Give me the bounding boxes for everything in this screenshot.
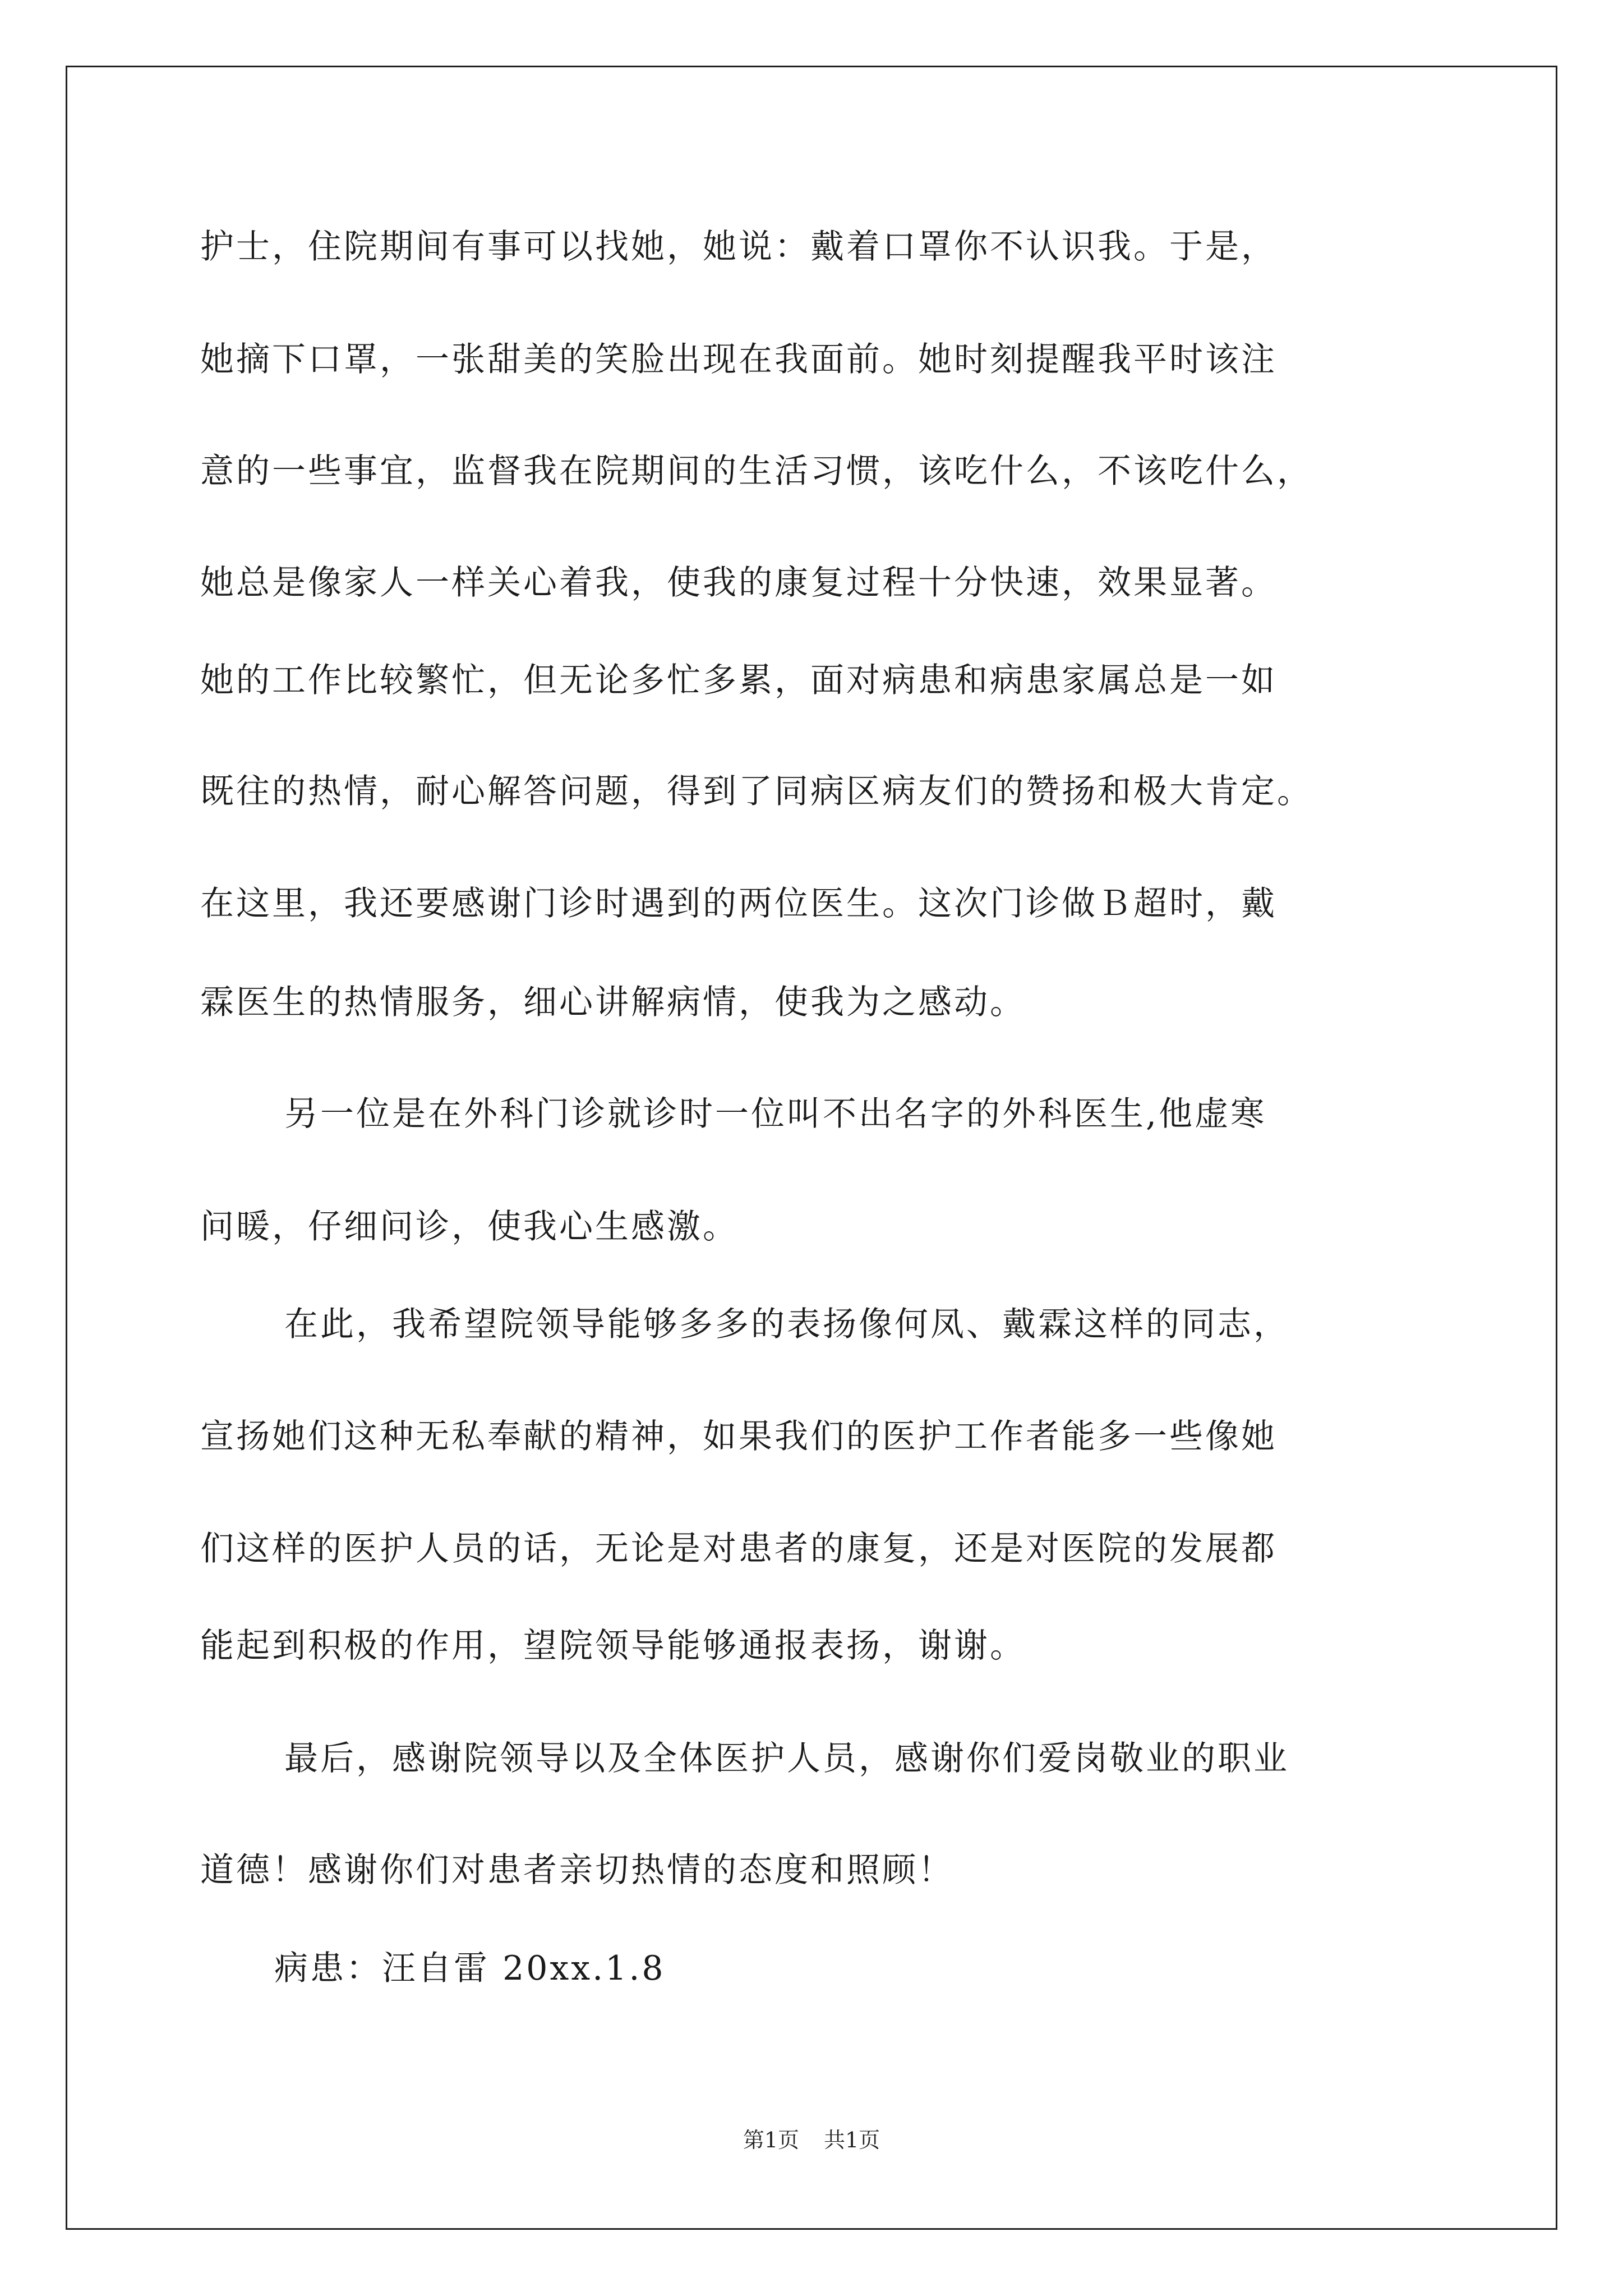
body-line: 她总是像家人一样关心着我，使我的康复过程十分快速，效果显著。 (200, 563, 1277, 602)
page-number-total: 共1页 (824, 2128, 880, 2152)
body-line: 在此，我希望院领导能够多多的表扬像何凤、戴霖这样的同志， (284, 1305, 1289, 1344)
body-line: 问暖，仔细问诊，使我心生感激。 (200, 1207, 739, 1246)
page-border (66, 66, 1557, 2230)
body-line: 们这样的医护人员的话，无论是对患者的康复，还是对医院的发展都 (200, 1529, 1277, 1568)
body-line: 她的工作比较繁忙，但无论多忙多累，面对病患和病患家属总是一如 (200, 661, 1277, 700)
body-line: 另一位是在外科门诊就诊时一位叫不出名字的外科医生,他虚寒 (284, 1094, 1267, 1134)
page-number-current: 第1页 (743, 2128, 799, 2152)
body-line: 宣扬她们这种无私奉献的精神，如果我们的医护工作者能多一些像她 (200, 1417, 1277, 1456)
body-line: 护士，住院期间有事可以找她，她说：戴着口罩你不认识我。于是， (200, 227, 1277, 266)
body-line: 道德！感谢你们对患者亲切热情的态度和照顾！ (200, 1851, 954, 1890)
body-line: 她摘下口罩，一张甜美的笑脸出现在我面前。她时刻提醒我平时该注 (200, 340, 1277, 379)
body-line: 霖医生的热情服务，细心讲解病情，使我为之感动。 (200, 983, 1026, 1022)
body-line: 意的一些事宜，监督我在院期间的生活习惯，该吃什么，不该吃什么， (200, 452, 1313, 491)
body-line: 在这里，我还要感谢门诊时遇到的两位医生。这次门诊做Ｂ超时，戴 (200, 884, 1277, 923)
body-line: 能起到积极的作用，望院领导能够通报表扬，谢谢。 (200, 1626, 1026, 1665)
body-line: 既往的热情，耐心解答问题，得到了同病区病友们的赞扬和极大肯定。 (200, 772, 1313, 811)
body-line: 最后，感谢院领导以及全体医护人员，感谢你们爱岗敬业的职业 (284, 1739, 1289, 1778)
page-footer (0, 2126, 1623, 2154)
signature: 病患：汪自雷 20xx.1.8 (274, 1949, 666, 1988)
